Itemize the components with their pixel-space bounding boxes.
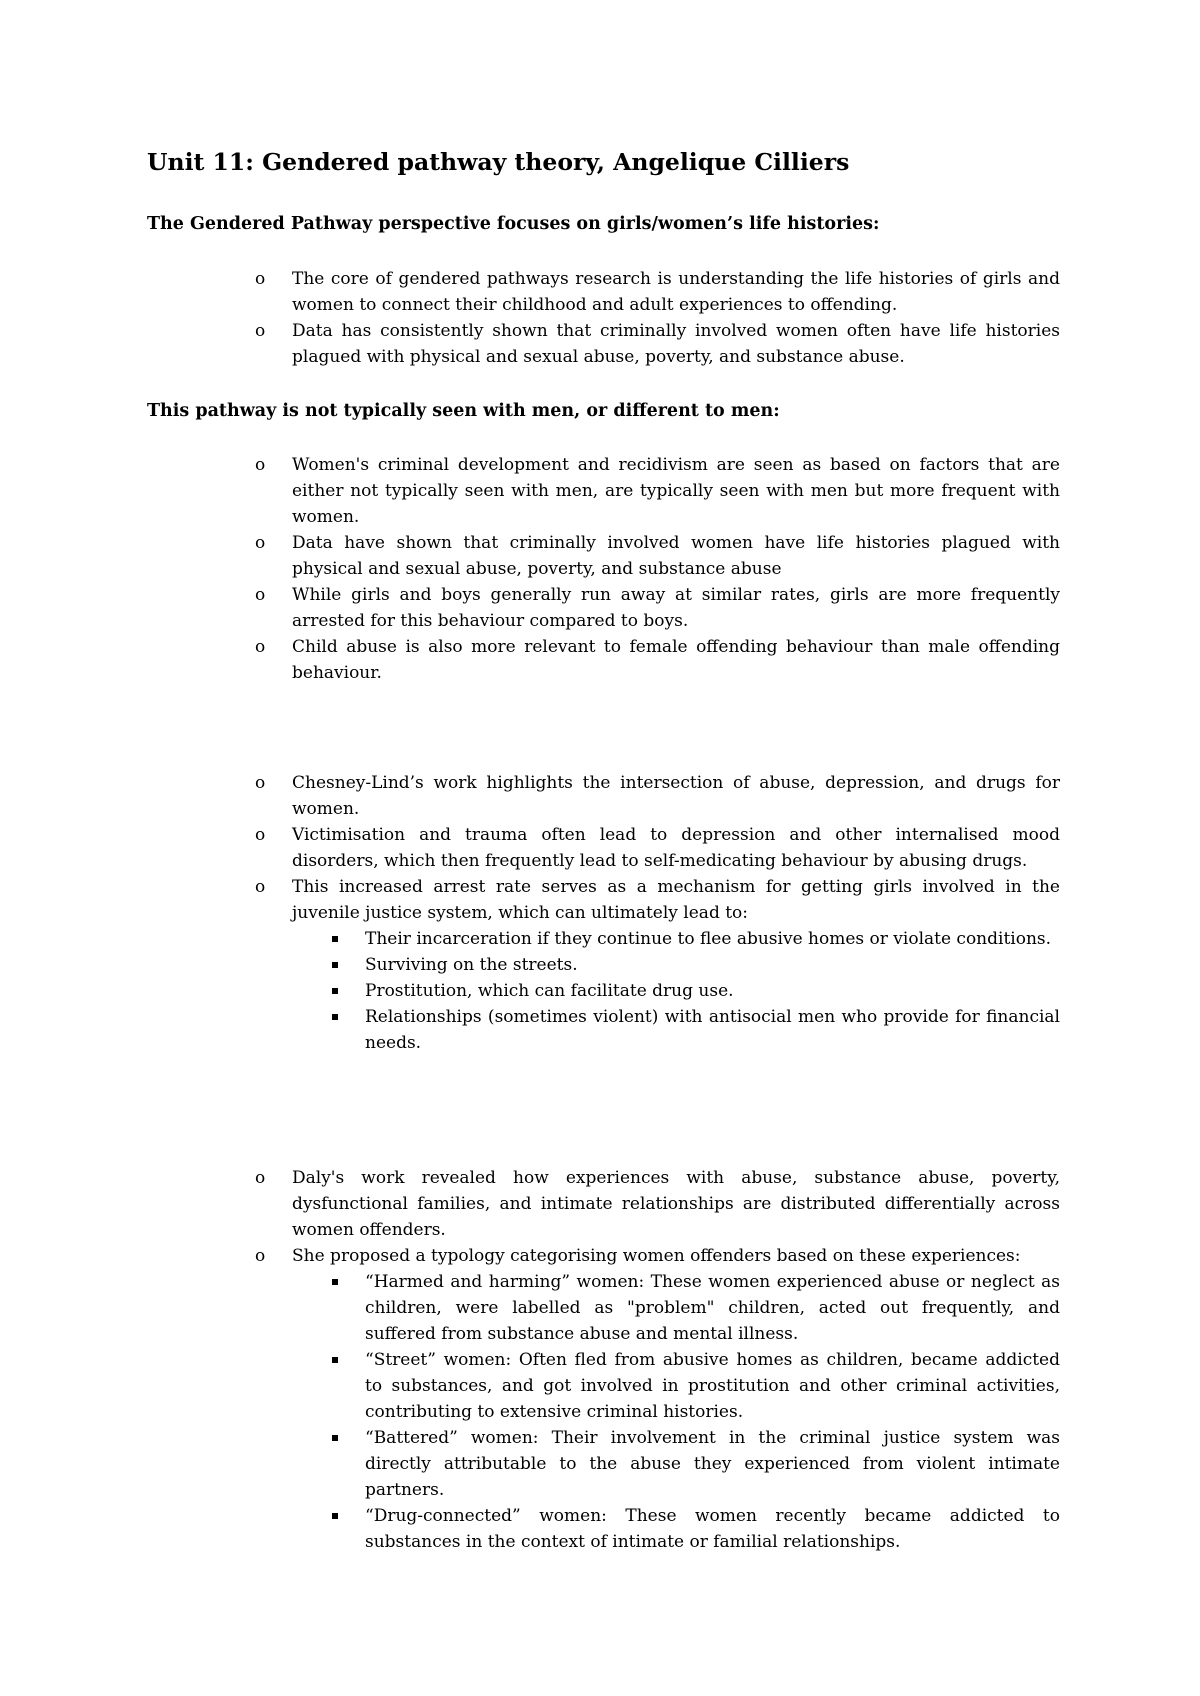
square-bullet-icon xyxy=(332,936,338,942)
list-item: o The core of gendered pathways research is understanding the life histories of girls and women to connect their childhood and adult experiences to offending. xyxy=(0,266,1060,318)
square-bullet-icon xyxy=(332,962,338,968)
sub-list-item: Their incarceration if they continue to flee abusive homes or violate conditions. xyxy=(292,926,1060,952)
sub-list-item: Prostitution, which can facilitate drug use. xyxy=(292,978,1060,1004)
sub-list-item: “Harmed and harming” women: These women experienced abuse or neglect as children, were labelled as "problem" children, acted out frequently, and suffered from substance abuse and mental illness. xyxy=(292,1269,1060,1347)
square-bullet-icon xyxy=(332,1357,338,1363)
sub-bullet-list xyxy=(292,926,1060,1056)
sub-bullet-list xyxy=(292,1269,1060,1555)
circle-bullet-icon: o xyxy=(255,455,266,475)
circle-bullet-icon: o xyxy=(255,1246,266,1266)
square-bullet-icon xyxy=(332,1279,338,1285)
sub-list-item: “Battered” women: Their involvement in the criminal justice system was directly attributable to the abuse they experienced from violent intimate partners. xyxy=(292,1425,1060,1503)
section-heading: This pathway is not typically seen with men, or different to men: xyxy=(147,401,780,421)
list-item: o Data has consistently shown that criminally involved women often have life histories plagued with physical and sexual abuse, poverty, and substance abuse. xyxy=(0,318,1060,370)
list-item: o Data have shown that criminally involved women have life histories plagued with physical and sexual abuse, poverty, and substance abuse xyxy=(0,530,1060,582)
sub-list-item: “Street” women: Often fled from abusive homes as children, became addicted to substances, and got involved in prostitution and other criminal activities, contributing to extensive criminal histories. xyxy=(292,1347,1060,1425)
list-item: o Chesney-Lind’s work highlights the intersection of abuse, depression, and drugs for women. xyxy=(0,770,1060,822)
circle-bullet-icon: o xyxy=(255,877,266,897)
bullet-list xyxy=(0,452,1200,686)
circle-bullet-icon: o xyxy=(255,269,266,289)
circle-bullet-icon: o xyxy=(255,637,266,657)
square-bullet-icon xyxy=(332,1014,338,1020)
circle-bullet-icon: o xyxy=(255,825,266,845)
circle-bullet-icon: o xyxy=(255,1168,266,1188)
list-item: o Daly's work revealed how experiences with abuse, substance abuse, poverty, dysfunctional families, and intimate relationships are distributed differentially across women offenders. xyxy=(0,1165,1060,1243)
section-heading: The Gendered Pathway perspective focuses on girls/women’s life histories: xyxy=(147,214,880,234)
list-item: o While girls and boys generally run away at similar rates, girls are more frequently arrested for this behaviour compared to boys. xyxy=(0,582,1060,634)
list-item: o Women's criminal development and recidivism are seen as based on factors that are either not typically seen with men, are typically seen with men but more frequent with women. xyxy=(0,452,1060,530)
list-item: o Victimisation and trauma often lead to depression and other internalised mood disorders, which then frequently lead to self-medicating behaviour by abusing drugs. xyxy=(0,822,1060,874)
list-item: o This increased arrest rate serves as a mechanism for getting girls involved in the juvenile justice system, which can ultimately lead to: Their incarceration if they continue to flee abusive homes or violate conditions. Surviving on the streets. Prostitution, which can facilitate drug use. Relationships (sometimes violent) with antisocial men who provide for financial needs. xyxy=(0,874,1060,1056)
bullet-list xyxy=(0,266,1200,370)
sub-list-item: Surviving on the streets. xyxy=(292,952,1060,978)
square-bullet-icon xyxy=(332,1513,338,1519)
page-title: Unit 11: Gendered pathway theory, Angelique Cilliers xyxy=(147,148,850,176)
circle-bullet-icon: o xyxy=(255,773,266,793)
circle-bullet-icon: o xyxy=(255,321,266,341)
list-item: o She proposed a typology categorising women offenders based on these experiences: “Harmed and harming” women: These women experienced abuse or neglect as children, were labelled as "problem" children, acted out frequently, and suffered from substance abuse and mental illness. “Street” women: Often fled from abusive homes as children, became addicted to substances, and got involved in prostitution and other criminal activities, contributing to extensive criminal histories. “Battered” women: Their involvement in the criminal justice system was directly attributable to the abuse they experienced from violent intimate partners. “Drug-connected” women: These women recently became addicted to substances in the context of intimate or familial relationships. xyxy=(0,1243,1060,1555)
circle-bullet-icon: o xyxy=(255,533,266,553)
sub-list-item: “Drug-connected” women: These women recently became addicted to substances in the context of intimate or familial relationships. xyxy=(292,1503,1060,1555)
circle-bullet-icon: o xyxy=(255,585,266,605)
bullet-list xyxy=(0,1165,1200,1555)
square-bullet-icon xyxy=(332,988,338,994)
list-item: o Child abuse is also more relevant to female offending behaviour than male offending behaviour. xyxy=(0,634,1060,686)
sub-list-item: Relationships (sometimes violent) with antisocial men who provide for financial needs. xyxy=(292,1004,1060,1056)
square-bullet-icon xyxy=(332,1435,338,1441)
bullet-list xyxy=(0,770,1200,1056)
